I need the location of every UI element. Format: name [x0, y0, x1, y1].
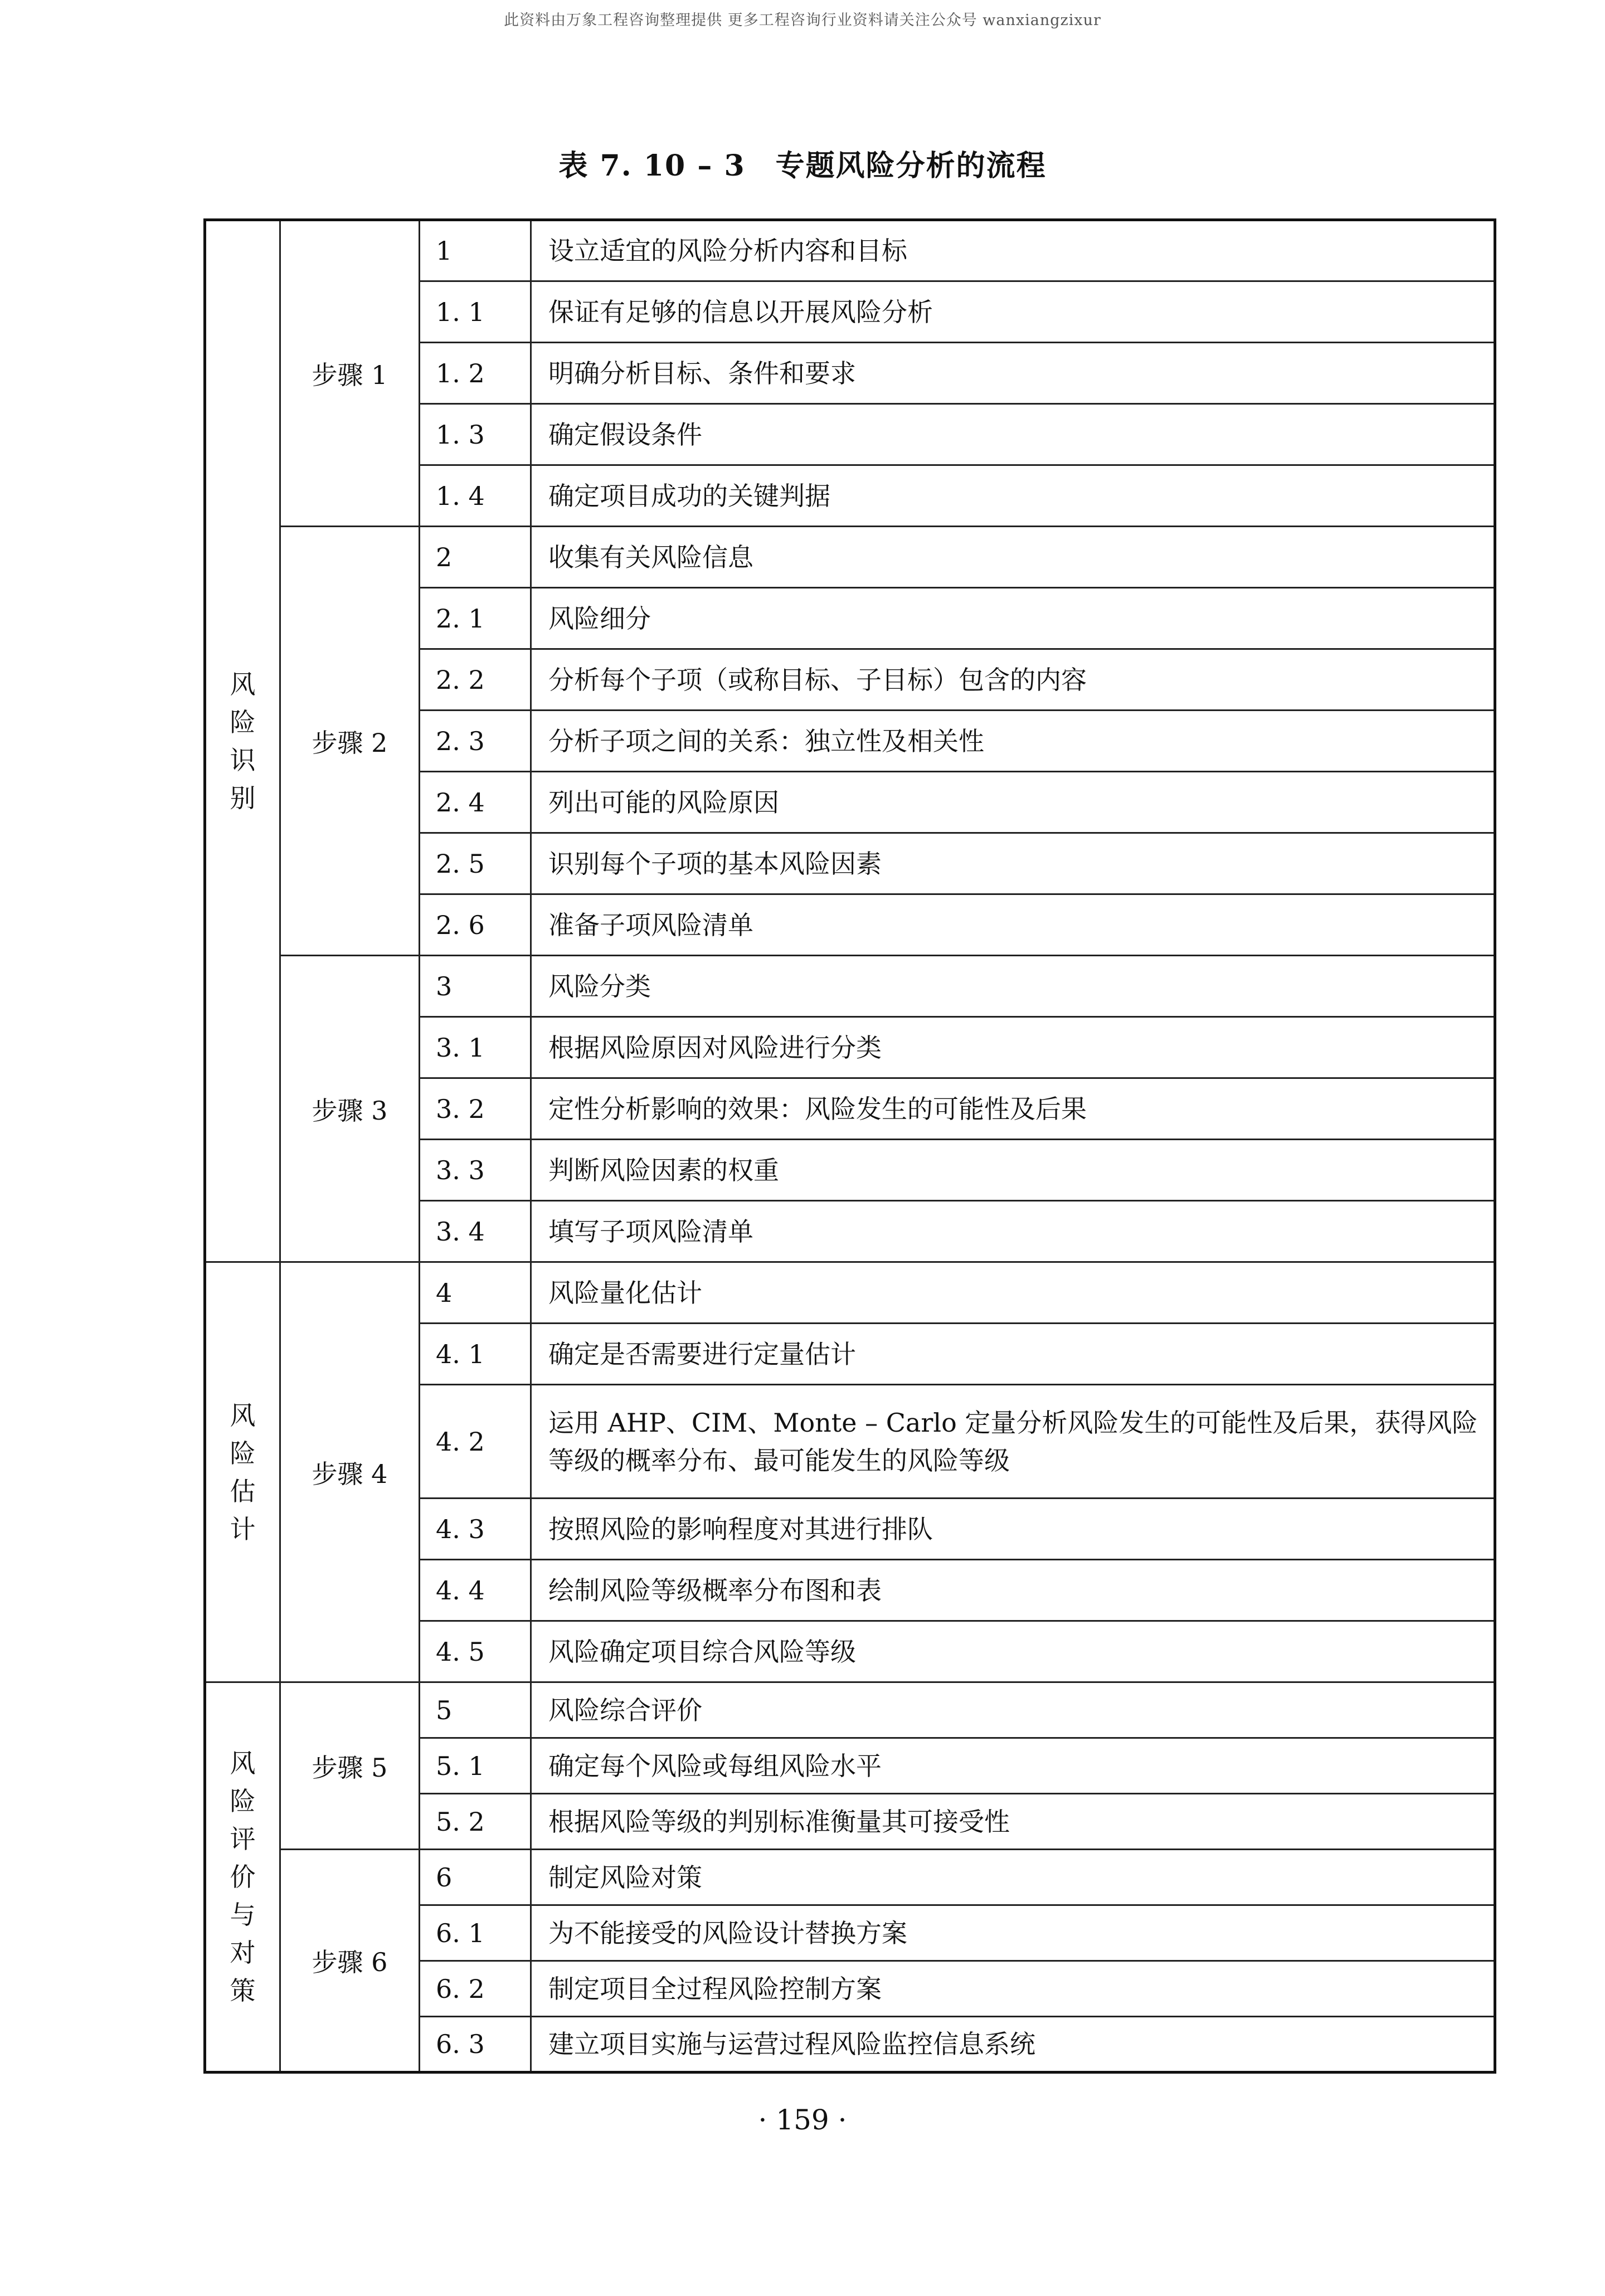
step-4-cell: 步骤 4	[280, 1262, 420, 1682]
row-number: 3. 4	[420, 1201, 531, 1262]
row-description: 确定每个风险或每组风险水平	[531, 1738, 1495, 1794]
page-number: · 159 ·	[758, 2104, 847, 2136]
row-description: 分析每个子项（或称目标、子目标）包含的内容	[531, 649, 1495, 711]
table-row	[205, 527, 1495, 588]
row-description: 保证有足够的信息以开展风险分析	[531, 281, 1495, 343]
row-number: 2. 5	[420, 833, 531, 894]
row-number: 1. 3	[420, 404, 531, 465]
step-1-cell: 步骤 1	[280, 220, 420, 527]
row-number: 2. 2	[420, 649, 531, 711]
row-number: 4. 4	[420, 1560, 531, 1621]
row-number: 5	[420, 1682, 531, 1738]
row-description: 运用 AHP、CIM、Monte – Carlo 定量分析风险发生的可能性及后果，获得风险等级的概率分布、最可能发生的风险等级	[531, 1385, 1495, 1499]
row-description: 制定项目全过程风险控制方案	[531, 1961, 1495, 2017]
row-number: 5. 2	[420, 1794, 531, 1850]
row-description: 建立项目实施与运营过程风险监控信息系统	[531, 2017, 1495, 2073]
row-number: 6	[420, 1850, 531, 1905]
category-risk-identification: 风险识别	[205, 220, 280, 1262]
row-description: 确定假设条件	[531, 404, 1495, 465]
table-row	[205, 956, 1495, 1017]
table-row	[205, 1850, 1495, 1905]
table-row	[205, 220, 1495, 281]
row-description: 确定是否需要进行定量估计	[531, 1324, 1495, 1385]
row-description: 风险综合评价	[531, 1682, 1495, 1738]
row-number: 1. 1	[420, 281, 531, 343]
row-description: 定性分析影响的效果：风险发生的可能性及后果	[531, 1078, 1495, 1140]
table-row	[205, 1682, 1495, 1738]
row-number: 1	[420, 220, 531, 281]
row-description: 绘制风险等级概率分布图和表	[531, 1560, 1495, 1621]
step-3-cell: 步骤 3	[280, 956, 420, 1262]
row-description: 分析子项之间的关系：独立性及相关性	[531, 711, 1495, 772]
row-description: 填写子项风险清单	[531, 1201, 1495, 1262]
row-description: 准备子项风险清单	[531, 894, 1495, 956]
row-number: 6. 2	[420, 1961, 531, 2017]
row-number: 2	[420, 527, 531, 588]
row-description: 根据风险原因对风险进行分类	[531, 1017, 1495, 1078]
row-description: 明确分析目标、条件和要求	[531, 343, 1495, 404]
row-number: 1. 2	[420, 343, 531, 404]
row-description: 风险量化估计	[531, 1262, 1495, 1324]
row-number: 4. 1	[420, 1324, 531, 1385]
row-description: 风险确定项目综合风险等级	[531, 1621, 1495, 1682]
row-number: 4	[420, 1262, 531, 1324]
row-description: 根据风险等级的判别标准衡量其可接受性	[531, 1794, 1495, 1850]
row-number: 3. 1	[420, 1017, 531, 1078]
row-description: 列出可能的风险原因	[531, 772, 1495, 833]
row-number: 6. 3	[420, 2017, 531, 2073]
row-number: 6. 1	[420, 1905, 531, 1961]
step-2-cell: 步骤 2	[280, 527, 420, 956]
step-5-cell: 步骤 5	[280, 1682, 420, 1850]
row-number: 2. 1	[420, 588, 531, 649]
row-number: 3	[420, 956, 531, 1017]
row-description: 按照风险的影响程度对其进行排队	[531, 1499, 1495, 1560]
row-description: 风险分类	[531, 956, 1495, 1017]
row-number: 4. 2	[420, 1385, 531, 1499]
row-number: 4. 3	[420, 1499, 531, 1560]
row-description: 收集有关风险信息	[531, 527, 1495, 588]
row-description: 为不能接受的风险设计替换方案	[531, 1905, 1495, 1961]
row-number: 3. 2	[420, 1078, 531, 1140]
row-number: 1. 4	[420, 465, 531, 527]
row-description: 设立适宜的风险分析内容和目标	[531, 220, 1495, 281]
row-number: 3. 3	[420, 1140, 531, 1201]
category-risk-estimation: 风险估计	[205, 1262, 280, 1682]
table-row	[205, 1262, 1495, 1324]
row-description: 制定风险对策	[531, 1850, 1495, 1905]
category-risk-evaluation: 风险评价与对策	[205, 1682, 280, 2073]
row-number: 2. 3	[420, 711, 531, 772]
row-description: 确定项目成功的关键判据	[531, 465, 1495, 527]
row-description: 判断风险因素的权重	[531, 1140, 1495, 1201]
row-number: 5. 1	[420, 1738, 531, 1794]
row-description: 识别每个子项的基本风险因素	[531, 833, 1495, 894]
table-title: 表 7. 10 – 3 专题风险分析的流程	[558, 149, 1047, 183]
header-watermark: 此资料由万象工程咨询整理提供 更多工程咨询行业资料请关注公众号 wanxiangzixur	[504, 12, 1101, 29]
step-6-cell: 步骤 6	[280, 1850, 420, 2073]
row-number: 4. 5	[420, 1621, 531, 1682]
row-number: 2. 4	[420, 772, 531, 833]
row-description: 风险细分	[531, 588, 1495, 649]
row-number: 2. 6	[420, 894, 531, 956]
risk-analysis-table	[203, 218, 1496, 2074]
